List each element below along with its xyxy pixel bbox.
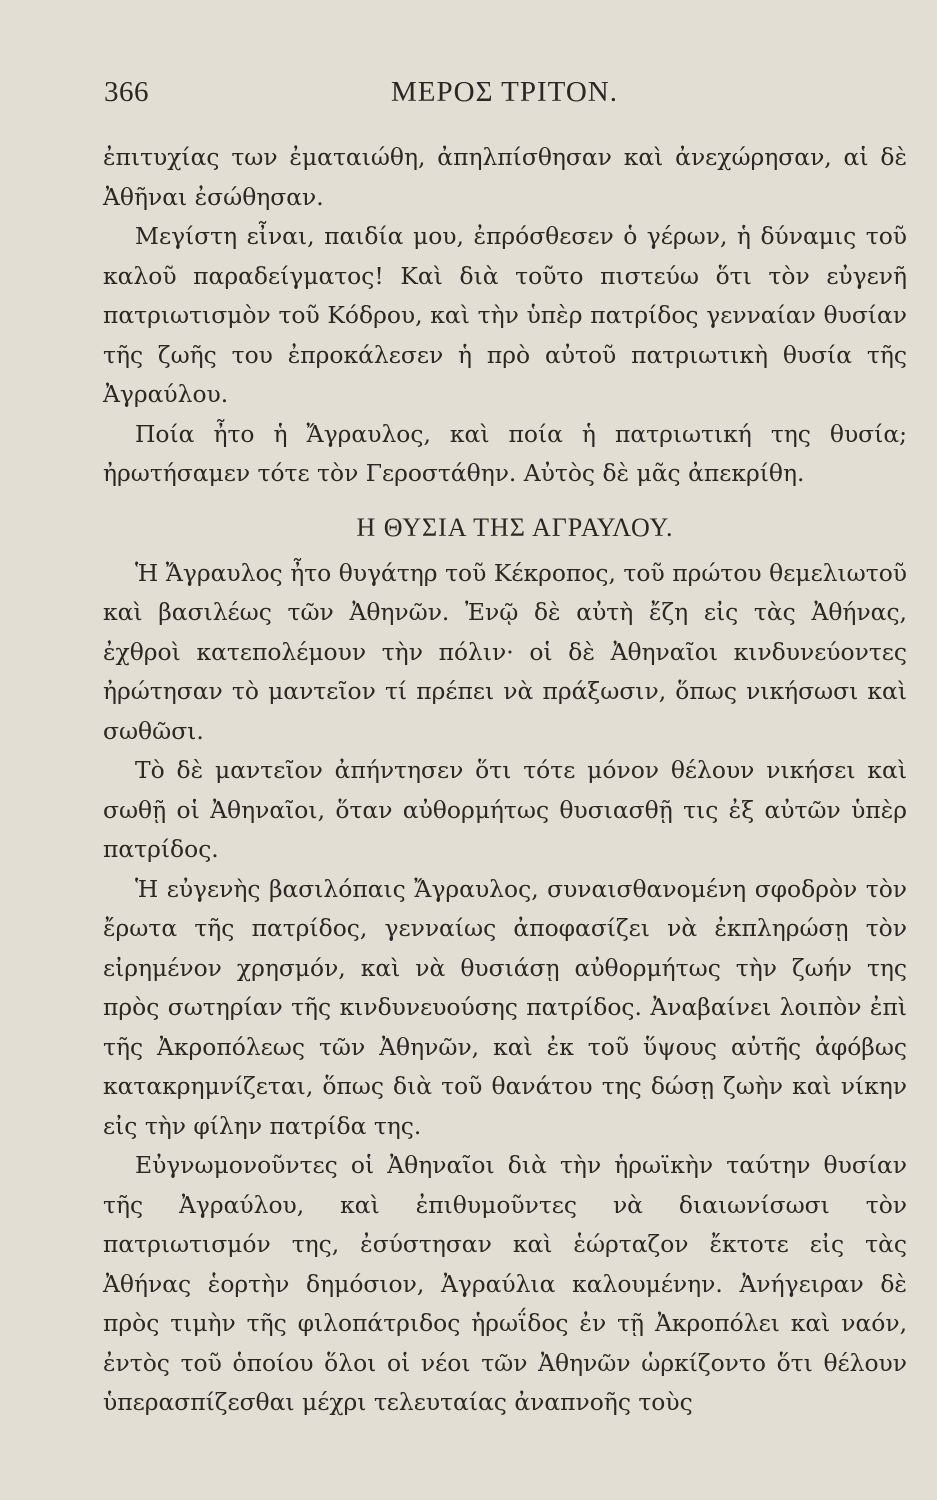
paragraph: Ἡ Ἄγραυλος ἦτο θυγάτηρ τοῦ Κέκροπος, τοῦ πρώτου θεμελιωτοῦ καὶ βασιλέως τῶν Ἀθηνῶν. Ἐνῷ δὲ αὐτὴ ἔζη εἰς τὰς Ἀθήνας, ἐχθροὶ κατεπολέμουν τὴν πόλιν· οἱ δὲ Ἀθηναῖοι κινδυνεύοντες ἠρώτησαν τὸ μαντεῖον τί πρέπει νὰ πράξωσιν, ὅπως νικήσωσι καὶ σωθῶσι. [103, 558, 907, 745]
paragraph: Ἡ εὐγενὴς βασιλόπαις Ἄγραυλος, συναισθανομένη σφοδρὸν τὸν ἔρωτα τῆς πατρίδος, γενναίως ἀποφασίζει νὰ ἐκπληρώσῃ τὸν εἰρημένον χρησμόν, καὶ νὰ θυσιάσῃ αὐθορμήτως τὴν ζωήν της πρὸς σωτηρίαν τῆς κινδυνευούσης πατρίδος. Ἀναβαίνει λοιπὸν ἐπὶ τῆς Ἀκροπόλεως τῶν Ἀθηνῶν, καὶ ἐκ τοῦ ὕψους αὐτῆς ἀφόβως κατακρημνίζεται, ὅπως διὰ τοῦ θανάτου της δώσῃ ζωὴν καὶ νίκην εἰς τὴν φίλην πατρίδα της. [103, 874, 907, 1140]
paragraph: Εὐγνωμονοῦντες οἱ Ἀθηναῖοι διὰ τὴν ἡρωϊκὴν ταύτην θυσίαν τῆς Ἀγραύλου, καὶ ἐπιθυμοῦντες νὰ διαιωνίσωσι τὸν πατριωτισμόν της, ἐσύστησαν καὶ ἑώρταζον ἔκτοτε εἰς τὰς Ἀθήνας ἑορτὴν δημόσιον, Ἀγραύλια καλουμένην. Ἀνήγειραν δὲ πρὸς τιμὴν τῆς φιλοπάτριδος ἡρωΐδος ἐν τῇ Ἀκροπόλει καὶ ναόν, ἐντὸς τοῦ ὁποίου ὅλοι οἱ νέοι τῶν Ἀθηνῶν ὡρκίζοντο ὅτι θέλουν ὑπερασπίζεσθαι μέχρι τελευταίας ἀναπνοῆς τοὺς [103, 1151, 907, 1416]
paragraph: ἐπιτυχίας των ἐματαιώθη, ἀπηλπίσθησαν καὶ ἀνεχώρησαν, αἱ δὲ Ἀθῆναι ἐσώθησαν. [103, 143, 907, 211]
page-header [104, 76, 877, 120]
running-title: ΜΕΡΟΣ ΤΡΙΤΟΝ. [391, 76, 619, 108]
page-number: 366 [104, 76, 149, 108]
section-heading: Η ΘΥΣΙΑ ΤΗΣ ΑΓΡΑΥΛΟΥ. [356, 512, 674, 542]
body-text [103, 138, 907, 1423]
paragraph: Μεγίστη εἶναι, παιδία μου, ἐπρόσθεσεν ὁ γέρων, ἡ δύναμις τοῦ καλοῦ παραδείγματος! Καὶ διὰ τοῦτο πιστεύω ὅτι τὸν εὐγενῆ πατριωτισμὸν τοῦ Κόδρου, καὶ τὴν ὑπὲρ πατρίδος γενναίαν θυσίαν τῆς ζωῆς του ἐπροκάλεσεν ἡ πρὸ αὐτοῦ πατριωτικὴ θυσία τῆς Ἀγραύλου. [103, 222, 907, 408]
paragraph: Τὸ δὲ μαντεῖον ἀπήντησεν ὅτι τότε μόνον θέλουν νικήσει καὶ σωθῇ οἱ Ἀθηναῖοι, ὅταν αὐθορμήτως θυσιασθῇ τις ἐξ αὐτῶν ὑπὲρ πατρίδος. [103, 756, 907, 863]
paragraph: Ποία ἦτο ἡ Ἄγραυλος, καὶ ποία ἡ πατριωτική της θυσία; ἠρωτήσαμεν τότε τὸν Γεροστάθην. Αὐτὸς δὲ μᾶς ἀπεκρίθη. [103, 419, 907, 487]
